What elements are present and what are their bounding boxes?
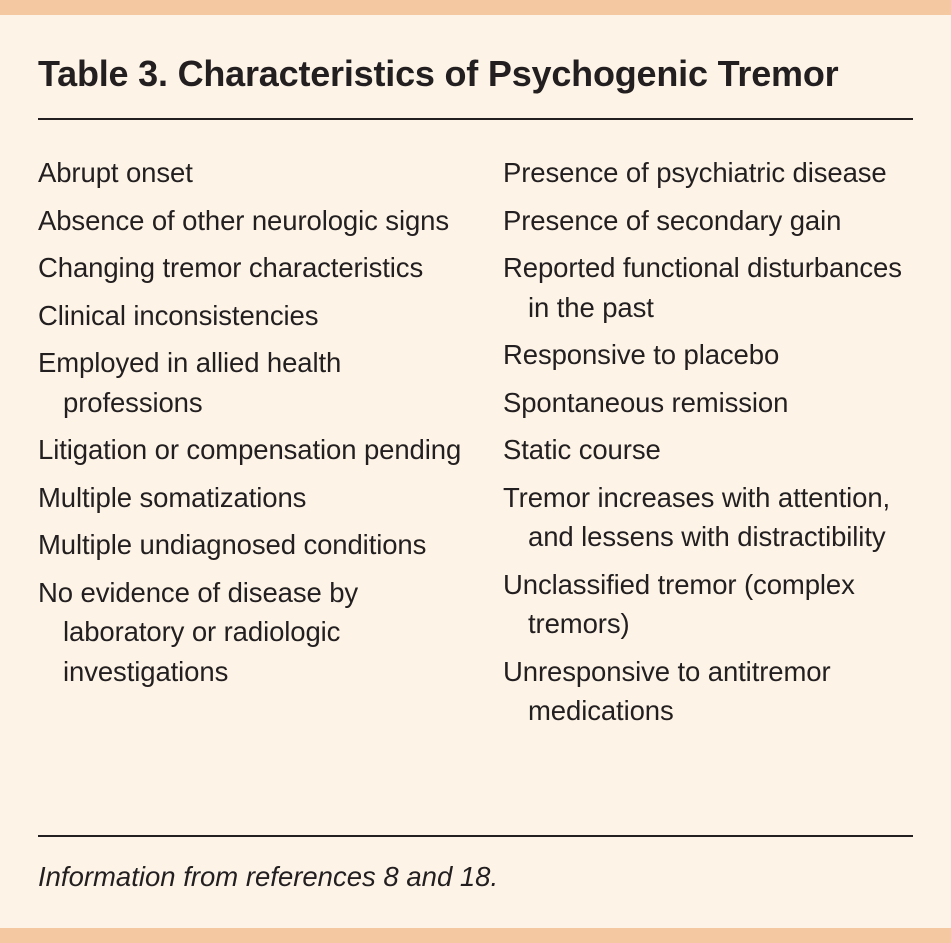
- table-title: Table 3. Characteristics of Psychogenic Tremor: [38, 53, 839, 94]
- list-item: Reported functional disturbances in the past: [503, 252, 902, 323]
- list-item: Spontaneous remission: [503, 386, 789, 418]
- source-footnote: Information from references 8 and 18.: [38, 861, 499, 892]
- top-decorative-band: [0, 0, 951, 15]
- list-item: Employed in allied health professions: [38, 347, 342, 418]
- right-column-list: [503, 153, 913, 739]
- list-item: Multiple undiagnosed conditions: [38, 529, 427, 560]
- list-item: Unclassified tremor (complex tremors): [503, 568, 855, 639]
- bottom-decorative-band: [0, 928, 951, 943]
- footer-divider: [38, 835, 913, 837]
- left-column-list: [38, 153, 478, 699]
- list-item: Responsive to placebo: [503, 339, 780, 370]
- list-item: Presence of secondary gain: [503, 204, 842, 236]
- list-item: Abrupt onset: [38, 157, 193, 188]
- list-item: Changing tremor characteristics: [38, 252, 424, 283]
- list-item: No evidence of disease by laboratory or radiologic investigations: [38, 576, 359, 687]
- list-item: Static course: [503, 434, 661, 465]
- list-item: Tremor increases with attention, and lessens with distractibility: [503, 481, 891, 552]
- list-item: Absence of other neurologic signs: [38, 204, 449, 236]
- list-item: Presence of psychiatric disease: [503, 157, 887, 188]
- list-item: Unresponsive to antitremor medications: [503, 655, 831, 726]
- list-item: Clinical inconsistencies: [38, 299, 319, 331]
- title-divider: [38, 118, 913, 120]
- list-item: Multiple somatizations: [38, 481, 307, 513]
- list-item: Litigation or compensation pending: [38, 434, 462, 465]
